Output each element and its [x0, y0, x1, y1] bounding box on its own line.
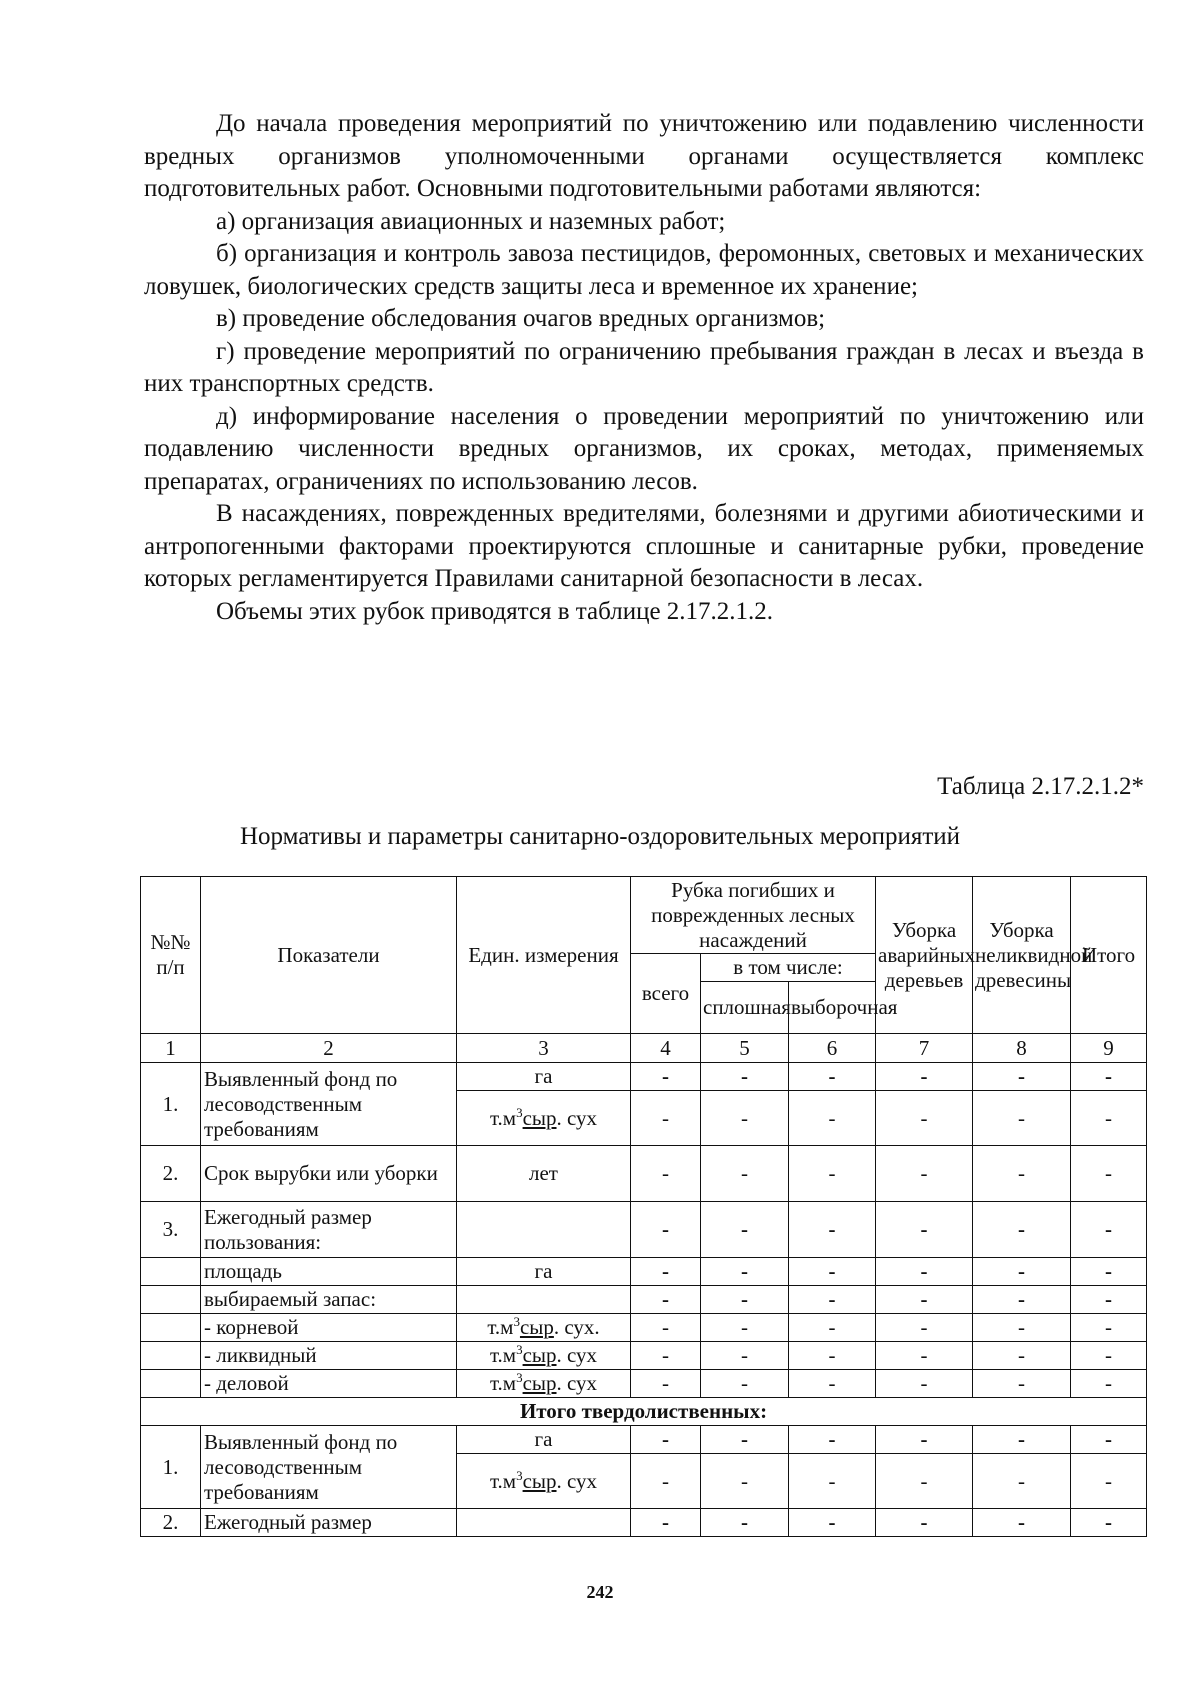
value-cell: - — [1071, 1286, 1147, 1314]
value-cell: - — [973, 1426, 1071, 1454]
row-label: Срок вырубки или уборки — [201, 1146, 457, 1202]
table-title: Нормативы и параметры санитарно-оздоровительных мероприятий — [239, 823, 961, 850]
unit-cell: га — [457, 1063, 631, 1091]
value-cell: - — [631, 1454, 701, 1509]
value-cell: - — [631, 1063, 701, 1091]
value-cell: - — [789, 1314, 876, 1342]
unit-cell: $т.м^3сыр$. сух — [457, 1342, 631, 1370]
value-cell: - — [1071, 1426, 1147, 1454]
row-number — [141, 1286, 201, 1314]
table-row — [141, 1202, 1147, 1258]
value-cell: - — [631, 1146, 701, 1202]
value-cell: - — [876, 1286, 973, 1314]
data-table — [140, 876, 1147, 1537]
paragraph: г) проведение мероприятий по ограничению пребывания граждан в лесах и въезда в них транспортных средств. — [144, 337, 1144, 397]
col-number: 7 — [876, 1034, 973, 1063]
col-number: 1 — [141, 1034, 201, 1063]
row-label: Выявленный фонд по лесоводственным требованиям — [201, 1426, 457, 1509]
value-cell: - — [1071, 1314, 1147, 1342]
value-cell: - — [701, 1091, 789, 1146]
header-clear: сплошная — [701, 982, 789, 1034]
unit-cell — [457, 1202, 631, 1258]
value-cell: - — [701, 1286, 789, 1314]
value-cell: - — [701, 1370, 789, 1398]
col-number: 9 — [1071, 1034, 1147, 1063]
paragraph: в) проведение обследования очагов вредных организмов; — [216, 305, 826, 332]
row-label: выбираемый запас: — [201, 1286, 457, 1314]
value-cell: - — [701, 1509, 789, 1537]
paragraph: б) организация и контроль завоза пестицидов, феромонных, световых и механических ловушек, биологических средств защиты леса и временное их хранение; — [144, 240, 1144, 300]
section-row — [141, 1398, 1147, 1426]
unit-cell: лет — [457, 1146, 631, 1202]
col-number: 3 — [457, 1034, 631, 1063]
paragraph: д) информирование населения о проведении мероприятий по уничтожению или подавлению численности вредных организмов, их сроках, методах, применяемых препаратах, ограничениях по использованию лесов. — [144, 402, 1144, 495]
value-cell: - — [876, 1342, 973, 1370]
table-row — [141, 1370, 1147, 1398]
value-cell: - — [701, 1202, 789, 1258]
value-cell: - — [631, 1202, 701, 1258]
value-cell: - — [876, 1146, 973, 1202]
value-cell: - — [631, 1286, 701, 1314]
value-cell: - — [701, 1454, 789, 1509]
row-number: 2. — [141, 1146, 201, 1202]
value-cell: - — [701, 1426, 789, 1454]
unit-cell: $т.м^3сыр$. сух — [457, 1091, 631, 1146]
header-unit: Един. измерения — [457, 877, 631, 1034]
value-cell: - — [789, 1509, 876, 1537]
paragraph: а) организация авиационных и наземных работ; — [216, 207, 726, 235]
value-cell: - — [789, 1146, 876, 1202]
table-row — [141, 1146, 1147, 1202]
value-cell: - — [973, 1063, 1071, 1091]
row-number — [141, 1314, 201, 1342]
value-cell: - — [631, 1314, 701, 1342]
value-cell: - — [1071, 1202, 1147, 1258]
row-number — [141, 1370, 201, 1398]
value-cell: - — [789, 1202, 876, 1258]
col-number: 5 — [701, 1034, 789, 1063]
value-cell: - — [973, 1258, 1071, 1286]
value-cell: - — [701, 1314, 789, 1342]
value-cell: - — [1071, 1509, 1147, 1537]
body-text — [144, 108, 1144, 628]
unit-cell: $т.м^3сыр$. сух — [457, 1454, 631, 1509]
row-number: 1. — [141, 1063, 201, 1146]
value-cell: - — [1071, 1063, 1147, 1091]
unit-cell — [457, 1509, 631, 1537]
table-row — [141, 1286, 1147, 1314]
value-cell: - — [973, 1342, 1071, 1370]
value-cell: - — [876, 1509, 973, 1537]
value-cell: - — [1071, 1146, 1147, 1202]
row-label: площадь — [201, 1258, 457, 1286]
col-number: 4 — [631, 1034, 701, 1063]
value-cell: - — [789, 1426, 876, 1454]
section-title: Итого твердолиственных: — [141, 1398, 1147, 1426]
value-cell: - — [876, 1202, 973, 1258]
row-label: Ежегодный размер пользования: — [201, 1202, 457, 1258]
col-number: 6 — [789, 1034, 876, 1063]
value-cell: - — [631, 1258, 701, 1286]
value-cell: - — [1071, 1091, 1147, 1146]
value-cell: - — [701, 1063, 789, 1091]
header-total: Итого — [1071, 877, 1147, 1034]
table-row — [141, 1509, 1147, 1537]
row-label: - деловой — [201, 1370, 457, 1398]
header-illiquid: Уборка неликвидной древесины — [973, 877, 1071, 1034]
page-number: 242 — [586, 1582, 614, 1602]
unit-cell — [457, 1286, 631, 1314]
row-label: - ликвидный — [201, 1342, 457, 1370]
value-cell: - — [876, 1258, 973, 1286]
table-row — [141, 1314, 1147, 1342]
unit-cell: $т.м^3сыр$. сух — [457, 1370, 631, 1398]
table-row — [141, 1258, 1147, 1286]
value-cell: - — [789, 1370, 876, 1398]
unit-cell: га — [457, 1426, 631, 1454]
value-cell: - — [789, 1063, 876, 1091]
value-cell: - — [876, 1063, 973, 1091]
table-row — [141, 1342, 1147, 1370]
value-cell: - — [789, 1342, 876, 1370]
header-total-all: всего — [631, 954, 701, 1034]
paragraph: В насаждениях, поврежденных вредителями, болезнями и другими абиотическими и антропогенными факторами проектируются сплошные и санитарные рубки, проведение которых регламентируется Правилами санитарной безопасности в лесах. — [144, 500, 1144, 592]
row-number: 1. — [141, 1426, 201, 1509]
value-cell: - — [789, 1286, 876, 1314]
value-cell: - — [1071, 1454, 1147, 1509]
value-cell: - — [876, 1370, 973, 1398]
value-cell: - — [876, 1426, 973, 1454]
header-felling-group: Рубка погибших и поврежденных лесных насаждений — [631, 877, 876, 954]
value-cell: - — [973, 1370, 1071, 1398]
paragraph: Объемы этих рубок приводятся в таблице 2.17.2.1.2. — [216, 597, 774, 625]
value-cell: - — [876, 1454, 973, 1509]
header-indicators: Показатели — [201, 877, 457, 1034]
value-cell: - — [973, 1146, 1071, 1202]
header-including: в том числе: — [701, 954, 876, 982]
unit-cell: $т.м^3сыр$. сух. — [457, 1314, 631, 1342]
value-cell: - — [876, 1091, 973, 1146]
value-cell: - — [631, 1091, 701, 1146]
value-cell: - — [973, 1454, 1071, 1509]
header-num: №№ п/п — [141, 877, 201, 1034]
table-caption: Таблица 2.17.2.1.2* — [937, 773, 1144, 800]
row-label: Ежегодный размер — [201, 1509, 457, 1537]
value-cell: - — [973, 1202, 1071, 1258]
header-emergency: Уборка аварийных деревьев — [876, 877, 973, 1034]
value-cell: - — [1071, 1370, 1147, 1398]
header-selective: выборочная — [789, 982, 876, 1034]
value-cell: - — [1071, 1342, 1147, 1370]
value-cell: - — [631, 1342, 701, 1370]
col-number: 8 — [973, 1034, 1071, 1063]
row-label: - корневой — [201, 1314, 457, 1342]
value-cell: - — [631, 1509, 701, 1537]
row-number — [141, 1258, 201, 1286]
value-cell: - — [701, 1258, 789, 1286]
value-cell: - — [701, 1342, 789, 1370]
value-cell: - — [631, 1426, 701, 1454]
row-number: 3. — [141, 1202, 201, 1258]
value-cell: - — [973, 1314, 1071, 1342]
value-cell: - — [973, 1091, 1071, 1146]
value-cell: - — [973, 1509, 1071, 1537]
value-cell: - — [789, 1454, 876, 1509]
value-cell: - — [789, 1091, 876, 1146]
value-cell: - — [701, 1146, 789, 1202]
row-label: Выявленный фонд по лесоводственным требованиям — [201, 1063, 457, 1146]
unit-cell: га — [457, 1258, 631, 1286]
value-cell: - — [876, 1314, 973, 1342]
value-cell: - — [631, 1370, 701, 1398]
col-number: 2 — [201, 1034, 457, 1063]
paragraph: До начала проведения мероприятий по уничтожению или подавлению численности вредных организмов уполномоченными органами осуществляется комплекс подготовительных работ. Основными подготовительными работами являются: — [144, 110, 1144, 202]
row-number — [141, 1342, 201, 1370]
table-row — [141, 1426, 1147, 1454]
value-cell: - — [789, 1258, 876, 1286]
table-row — [141, 1063, 1147, 1091]
value-cell: - — [1071, 1258, 1147, 1286]
row-number: 2. — [141, 1509, 201, 1537]
value-cell: - — [973, 1286, 1071, 1314]
